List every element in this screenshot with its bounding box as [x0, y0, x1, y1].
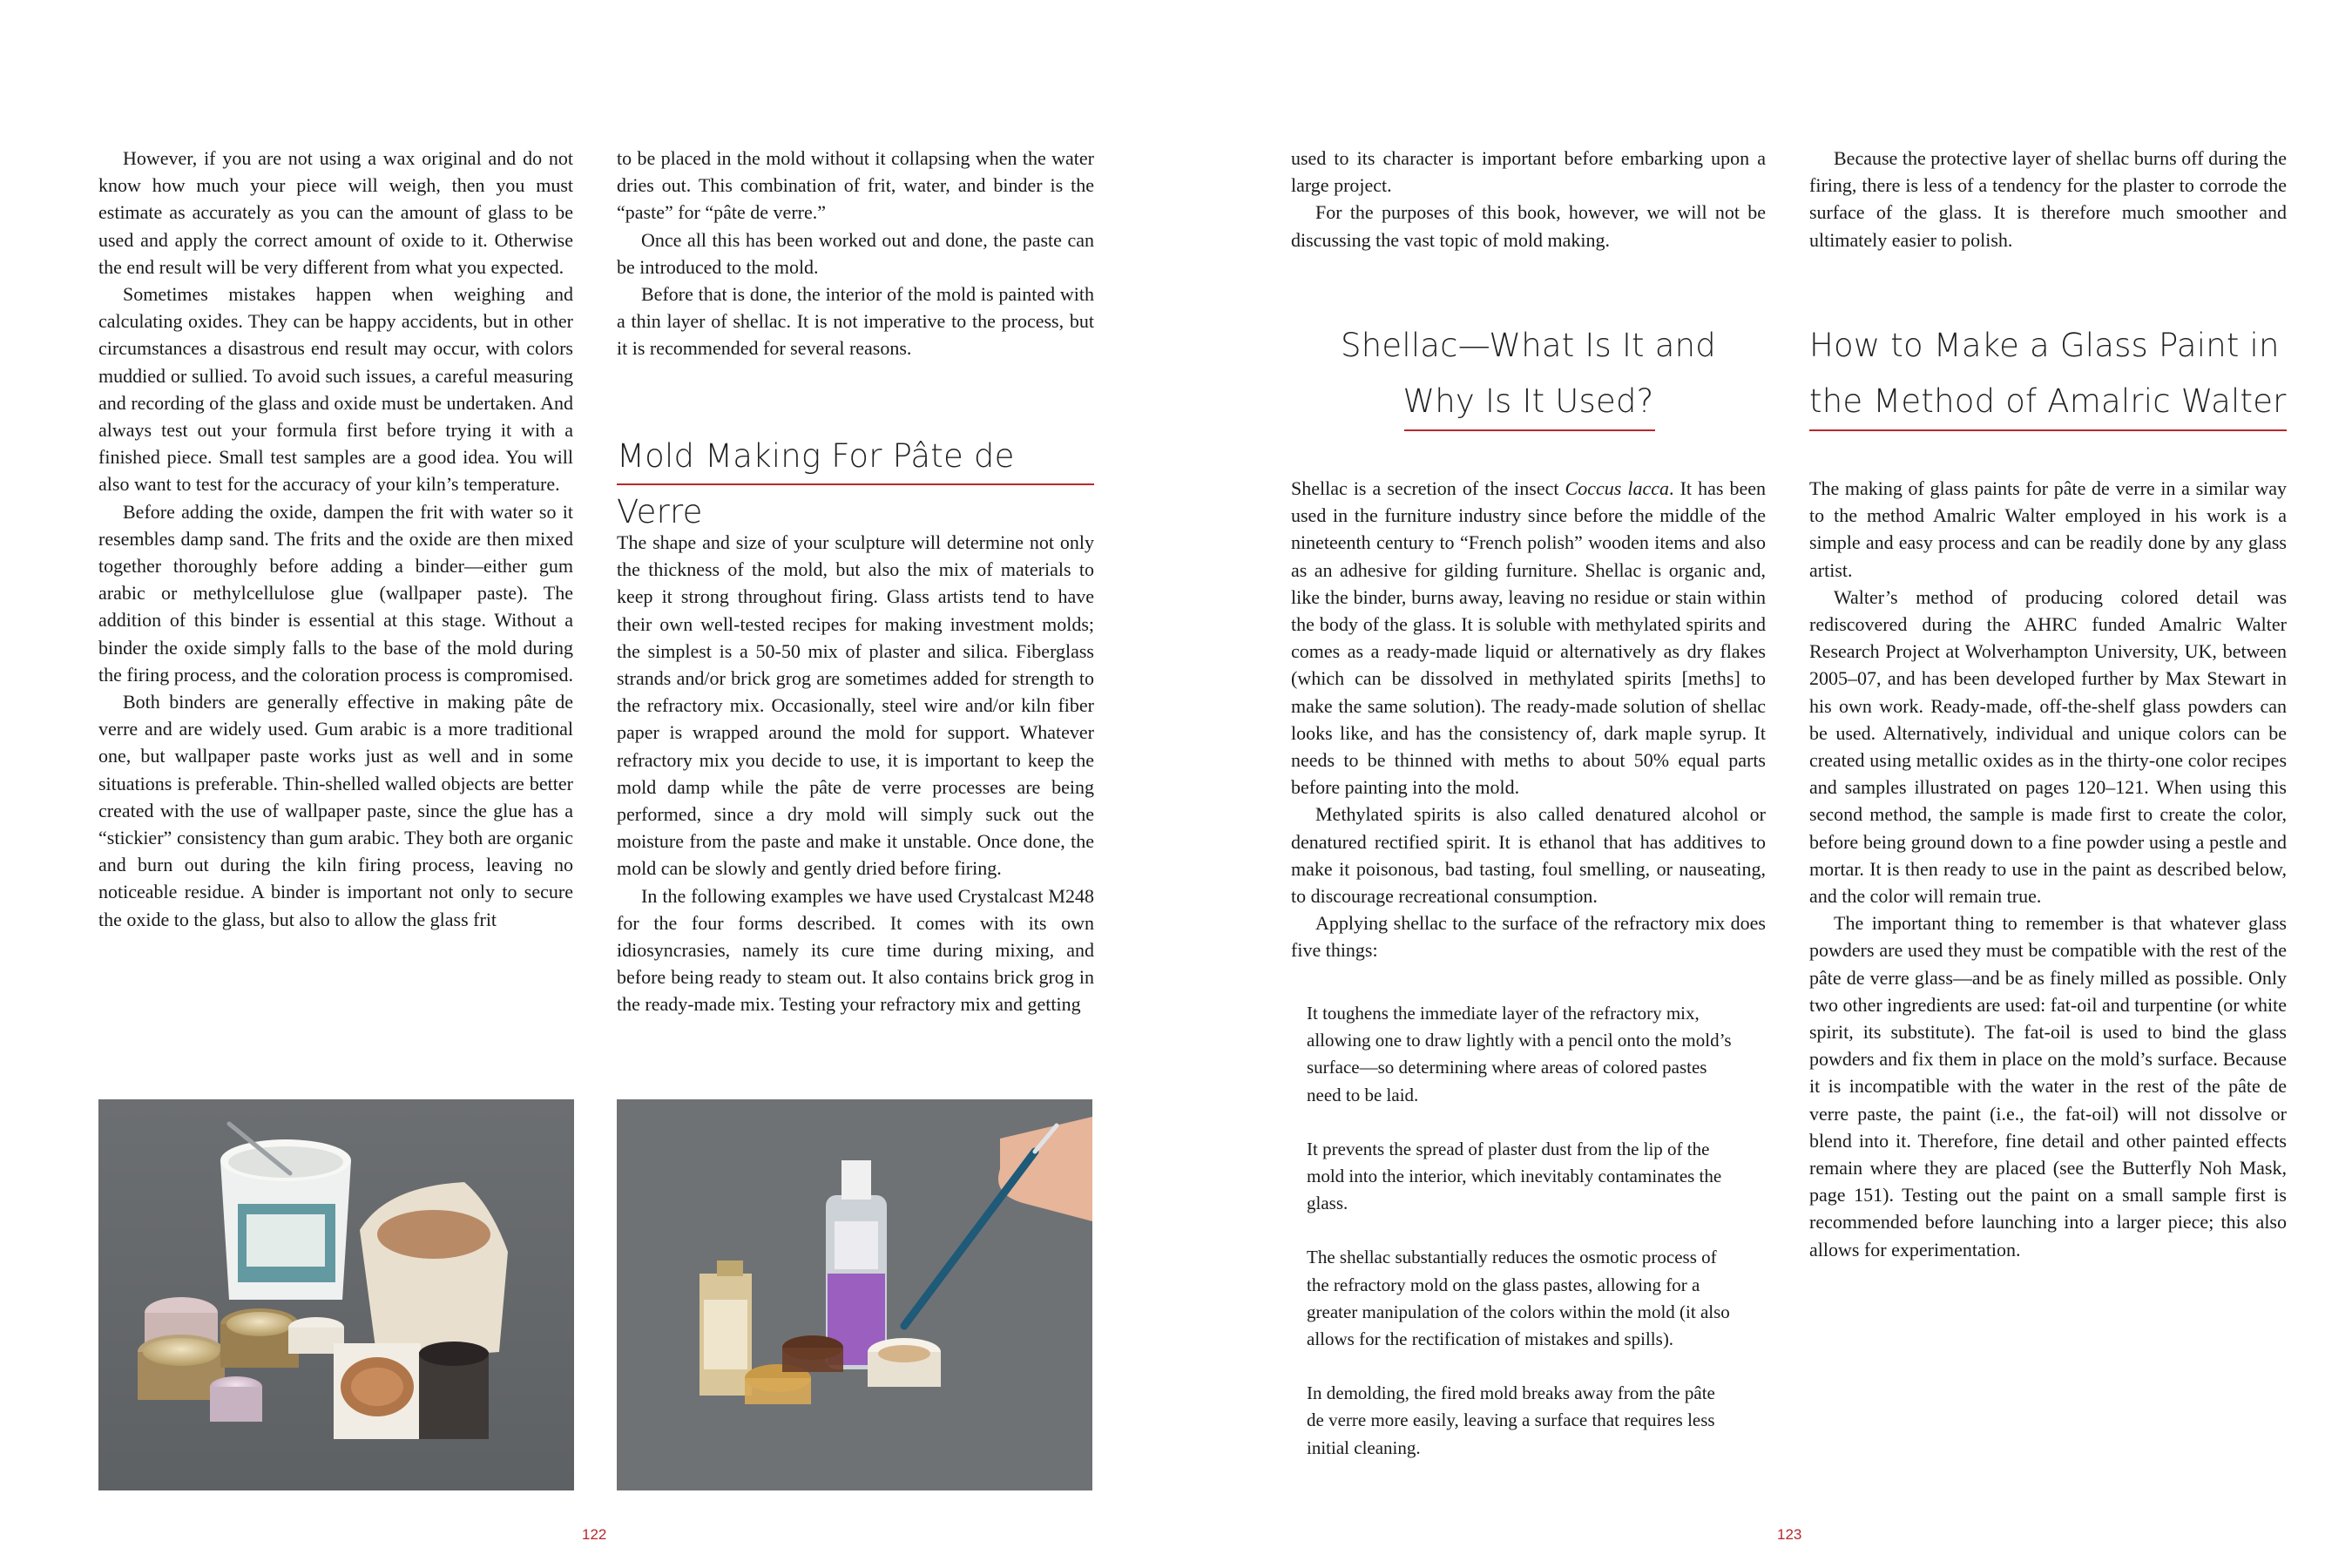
paragraph: The important thing to remember is that whatever glass powders are used they must be compatible with the rest of the pâte de verre glass—and be as finely milled as possible. Only two other ingredients are used: fat-oil and turpentine (or white spirit, its substitute). The fat-oil is used to bind the glass powders and fix them in place on the mold’s surface. Because it is incompatible with the water in the rest of the pâte de verre paste, the paint (i.e., the fat-oil) will not dissolve or blend into it. Therefore, fine detail and other painted effects remain where they are placed (see the Butterfly Noh Mask, page 151). Testing out the paint on a small sample first is recommended before launching into a larger piece; this also allows for experimentation.: [1809, 912, 2287, 1260]
list-item: In demolding, the fired mold breaks away from the pâte de verre more easily, leaving a surface that requires less initial cleaning.: [1307, 1382, 1715, 1458]
paragraph: Methylated spirits is also called denatured alcohol or denatured rectified spirit. It is ethanol that has additives to make it poisonous, bad tasting, foul smelling, or nauseating, to discourage recreational consumption.: [1291, 803, 1766, 908]
paragraph: used to its character is important before embarking upon a large project.: [1291, 147, 1766, 197]
paragraph: The making of glass paints for pâte de verre in a similar way to the method Amalric Walter employed in his work is a simple and easy process and can be readily done by any glass artist.: [1809, 477, 2287, 581]
text-run: Shellac is a secretion of the insect: [1291, 477, 1565, 499]
paragraph: Applying shellac to the surface of the refractory mix does five things:: [1291, 912, 1766, 962]
shellac-benefits-list: [1307, 1000, 1734, 1489]
left-column-1: [98, 145, 573, 933]
section-heading-mold-making: Mold Making For Pâte de Verre: [617, 437, 1015, 531]
heading-line: How to Make a Glass Paint in: [1809, 327, 2280, 364]
species-name: Coccus lacca: [1565, 477, 1670, 499]
paragraph: Before adding the oxide, dampen the frit with water so it resembles damp sand. The frits and the oxide are then mixed together thoroughly before adding a binder—either gum arabic or methylcellulose glue (wallpaper paste). The addition of this binder is essential at this stage. Without a binder the oxide simply falls to the base of the mold during the firing process, and the coloration process is compromised.: [98, 500, 573, 686]
heading-underline: [1404, 429, 1655, 431]
paragraph: Sometimes mistakes happen when weighing and calculating oxides. They can be happy accidents, but in other circumstances a disastrous end result may occur, with colors muddied or sullied. To avoid such issues, a careful measuring and recording of the glass and oxide must be undertaken. And always test out your formula first before trying it with a finished piece. Small test samples are a good idea. You will also want to test for the accuracy of your kiln’s temperature.: [98, 283, 573, 496]
list-item: It prevents the spread of plaster dust from the lip of the mold into the interior, which inevitably contaminates the glass.: [1307, 1138, 1722, 1214]
paragraph: Once all this has been worked out and done, the paste can be introduced to the mold.: [617, 228, 1094, 278]
photo-materials: [98, 1099, 574, 1490]
right-column-2-lower: [1809, 475, 2287, 1263]
paragraph: Before that is done, the interior of the mold is painted with a thin layer of shellac. It is not imperative to the process, but it is recommended for several reasons.: [617, 283, 1094, 360]
page-number-right: 123: [1777, 1526, 1802, 1543]
shellac-illustration: [617, 1099, 1092, 1490]
heading-underline: [617, 483, 1094, 485]
paragraph: Both binders are generally effective in making pâte de verre and are widely used. Gum arabic is a more traditional one, but wallpaper paste works just as well and in some situations is preferable. Thin-shelled walled objects are better created with the use of wallpaper paste, since the glue has a “stickier” consistency than gum arabic. They both are organic and burn out during the kiln firing process, leaving no noticeable residue. A binder is important not only to secure the oxide to the glass, but also to allow the glass frit: [98, 691, 573, 930]
heading-line: Shellac—What Is It and: [1341, 327, 1716, 364]
left-column-2-lower: [617, 529, 1094, 1018]
paragraph: For the purposes of this book, however, we will not be discussing the vast topic of mold making.: [1291, 201, 1766, 251]
right-column-2: [1809, 145, 2287, 253]
materials-illustration: [98, 1099, 574, 1490]
paragraph: Because the protective layer of shellac burns off during the firing, there is less of a tendency for the plaster to corrode the surface of the glass. It is therefore much smoother and ultimately easier to polish.: [1809, 147, 2287, 251]
heading-underline: [1809, 429, 2287, 431]
paragraph: [1291, 475, 1766, 801]
list-item: It toughens the immediate layer of the refractory mix, allowing one to draw lightly with a pencil onto the mold’s surface—so determining where areas of colored pastes need to be laid.: [1307, 1003, 1732, 1105]
paragraph: to be placed in the mold without it collapsing when the water dries out. This combination of frit, water, and binder is the “paste” for “pâte de verre.”: [617, 147, 1094, 224]
text-run: . It has been used in the furniture industry since before the middle of the nineteenth century to “French polish” wooden items and also as an adhesive for gilding furniture. Shellac is organic and, like the binder, burns away, leaving no residue or stain within the body of the glass. It is soluble with methylated spirits and comes as a ready-made liquid or alternatively as dry flakes (which can be dissolved in methylated spirits [meths] to make the same solution). The ready-made solution of shellac looks like, and has the consistency of, dark maple syrup. It needs to be thinned with meths to about 50% equal parts before painting into the mold.: [1291, 477, 1766, 799]
right-column-1: [1291, 145, 1766, 253]
list-item: The shellac substantially reduces the osmotic process of the refractory mold on the glass pastes, allowing for a greater manipulation of the colors within the mold (it also allows for the rectification of mistakes and spills).: [1307, 1247, 1730, 1350]
heading-line: Why Is It Used?: [1402, 382, 1654, 420]
page-number-left: 122: [582, 1526, 607, 1543]
photo-shellac-brush: [617, 1099, 1092, 1490]
paragraph: In the following examples we have used Crystalcast M248 for the four forms described. It comes with its own idiosyncrasies, namely its cure time during mixing, and before being ready to steam out. It also contains brick grog in the ready-made mix. Testing your refractory mix and getting: [617, 884, 1094, 1016]
section-heading-shellac: [1291, 318, 1766, 429]
paragraph: Walter’s method of producing colored detail was rediscovered during the AHRC funded Amalric Walter Research Project at Wolverhampton University, UK, between 2005–07, and has been developed further by Max Stewart in his own work. Ready-made, off-the-shelf glass powders can be used. Alternatively, individual and unique colors can be created using metallic oxides as in the thirty-one color recipes and samples illustrated on pages 120–121. When using this second method, the sample is made first to create the color, before being ground down to a fine powder using a pestle and mortar. It is then ready to use in the paint as described below, and the color will remain true.: [1809, 585, 2287, 908]
heading-line: the Method of Amalric Walter: [1809, 382, 2287, 420]
paragraph: The shape and size of your sculpture will determine not only the thickness of the mold, but also the mix of materials to keep it strong throughout firing. Glass artists tend to have their own well-tested recipes for making investment molds; the simplest is a 50-50 mix of plaster and silica. Fiberglass strands and/or brick grog are sometimes added for strength to the refractory mix. Occasionally, steel wire and/or kiln fiber paper is wrapped around the mold for support. Whatever refractory mix you decide to use, it is important to keep the mold damp while the pâte de verre processes are being performed, since a dry mold will simply suck out the moisture from the paste and make it unstable. Once done, the mold can be slowly and gently dried before firing.: [617, 531, 1094, 880]
right-column-1-lower: [1291, 475, 1766, 964]
section-heading-glass-paint: [1809, 318, 2332, 429]
left-column-2: [617, 145, 1094, 362]
paragraph: However, if you are not using a wax original and do not know how much your piece will weigh, then you must estimate as accurately as you can the amount of glass to be used and apply the correct amount of oxide to it. Otherwise the end result will be very different from what you expected.: [98, 147, 573, 278]
